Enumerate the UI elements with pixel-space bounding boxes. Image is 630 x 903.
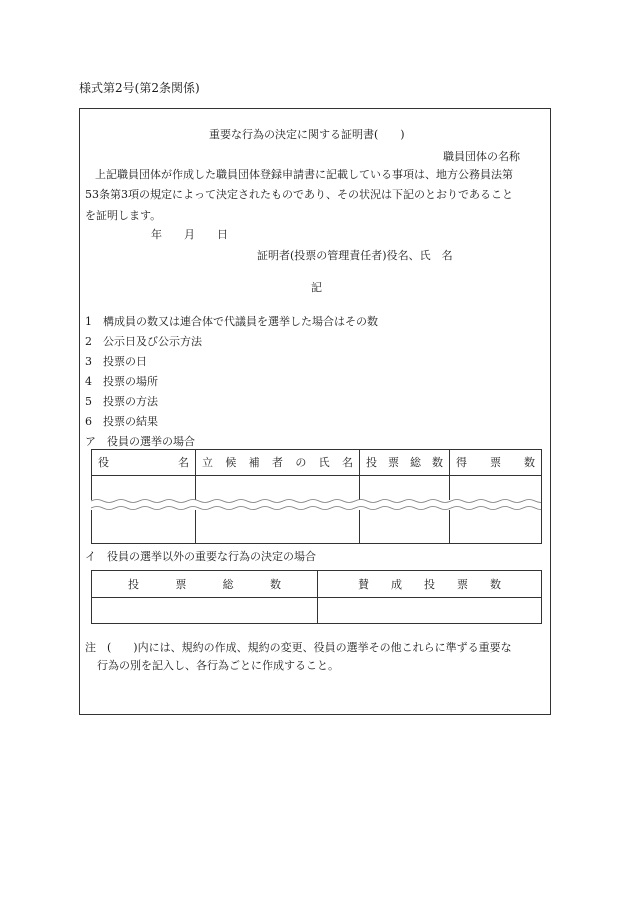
- header-char: 得: [456, 456, 467, 469]
- header-char: 成: [391, 577, 402, 591]
- note-line-2: 行為の別を記入し、各行為ごとに作成すること。: [97, 659, 339, 672]
- section-a-heading: ア 役員の選挙の場合: [85, 435, 195, 448]
- body-line-1: 上記職員団体が作成した職員団体登録申請書に記載している事項は、地方公務員法第: [95, 168, 513, 181]
- list-item: 4 投票の場所: [85, 375, 158, 388]
- header-char: の: [295, 456, 307, 469]
- header-char: 役: [98, 456, 109, 469]
- header-char: 氏: [318, 456, 330, 469]
- header-char: 総: [410, 456, 421, 469]
- header-yes-votes: [318, 571, 542, 598]
- table-cell: [318, 598, 542, 624]
- header-total-votes: [92, 571, 318, 598]
- list-item: 1 構成員の数又は連合体で代議員を選挙した場合はその数: [85, 315, 378, 328]
- header-char: 名: [178, 456, 189, 469]
- other-decision-table: [91, 570, 542, 624]
- header-char: 補: [248, 456, 260, 469]
- header-text: [196, 457, 359, 468]
- header-char: 票: [457, 577, 468, 591]
- header-total-votes: [360, 450, 450, 476]
- form-number: 様式第2号(第2条関係): [79, 81, 200, 95]
- date-line: 年 月 日: [151, 228, 228, 241]
- header-votes-received: [450, 450, 542, 476]
- header-text: [450, 457, 541, 468]
- document-title: 重要な行為の決定に関する証明書( ): [209, 128, 405, 141]
- header-text: [92, 579, 317, 590]
- note-line-1: 注 ( )内には、規約の作成、規約の変更、役員の選挙その他これらに準ずる重要な: [85, 641, 512, 654]
- header-char: 票: [388, 456, 399, 469]
- header-char: 投: [366, 456, 377, 469]
- table-cell: [92, 598, 318, 624]
- ki-heading: 記: [311, 281, 322, 294]
- certifier-line: 証明者(投票の管理責任者)役名、氏 名: [257, 249, 453, 262]
- header-char: 数: [432, 456, 443, 469]
- list-item: 6 投票の結果: [85, 415, 158, 428]
- header-text: [360, 457, 449, 468]
- list-item: 5 投票の方法: [85, 395, 158, 408]
- body-line-3: を証明します。: [85, 209, 162, 222]
- table-break-mark: [91, 496, 541, 516]
- header-char: 候: [225, 456, 237, 469]
- section-i-heading: イ 役員の選挙以外の重要な行為の決定の場合: [85, 550, 316, 563]
- header-char: 総: [222, 577, 234, 591]
- header-char: 賛: [358, 577, 369, 591]
- header-char: 数: [269, 577, 281, 591]
- header-char: 名: [341, 456, 353, 469]
- header-candidate-name: [196, 450, 360, 476]
- org-name-label: 職員団体の名称: [443, 150, 520, 163]
- list-item: 3 投票の日: [85, 355, 147, 368]
- header-char: 数: [490, 577, 501, 591]
- header-yakumei: [92, 450, 196, 476]
- header-text: [92, 457, 195, 468]
- header-text: [318, 579, 541, 590]
- header-char: 票: [490, 456, 501, 469]
- header-char: 票: [175, 577, 187, 591]
- header-char: 投: [424, 577, 435, 591]
- header-char: 立: [202, 456, 213, 469]
- header-char: 者: [271, 456, 283, 469]
- list-item: 2 公示日及び公示方法: [85, 335, 202, 348]
- body-line-2: 53条第3項の規定によって決定されたものであり、その状況は下記のとおりであること: [85, 188, 513, 201]
- header-char: 投: [128, 577, 139, 591]
- header-char: 数: [524, 456, 535, 469]
